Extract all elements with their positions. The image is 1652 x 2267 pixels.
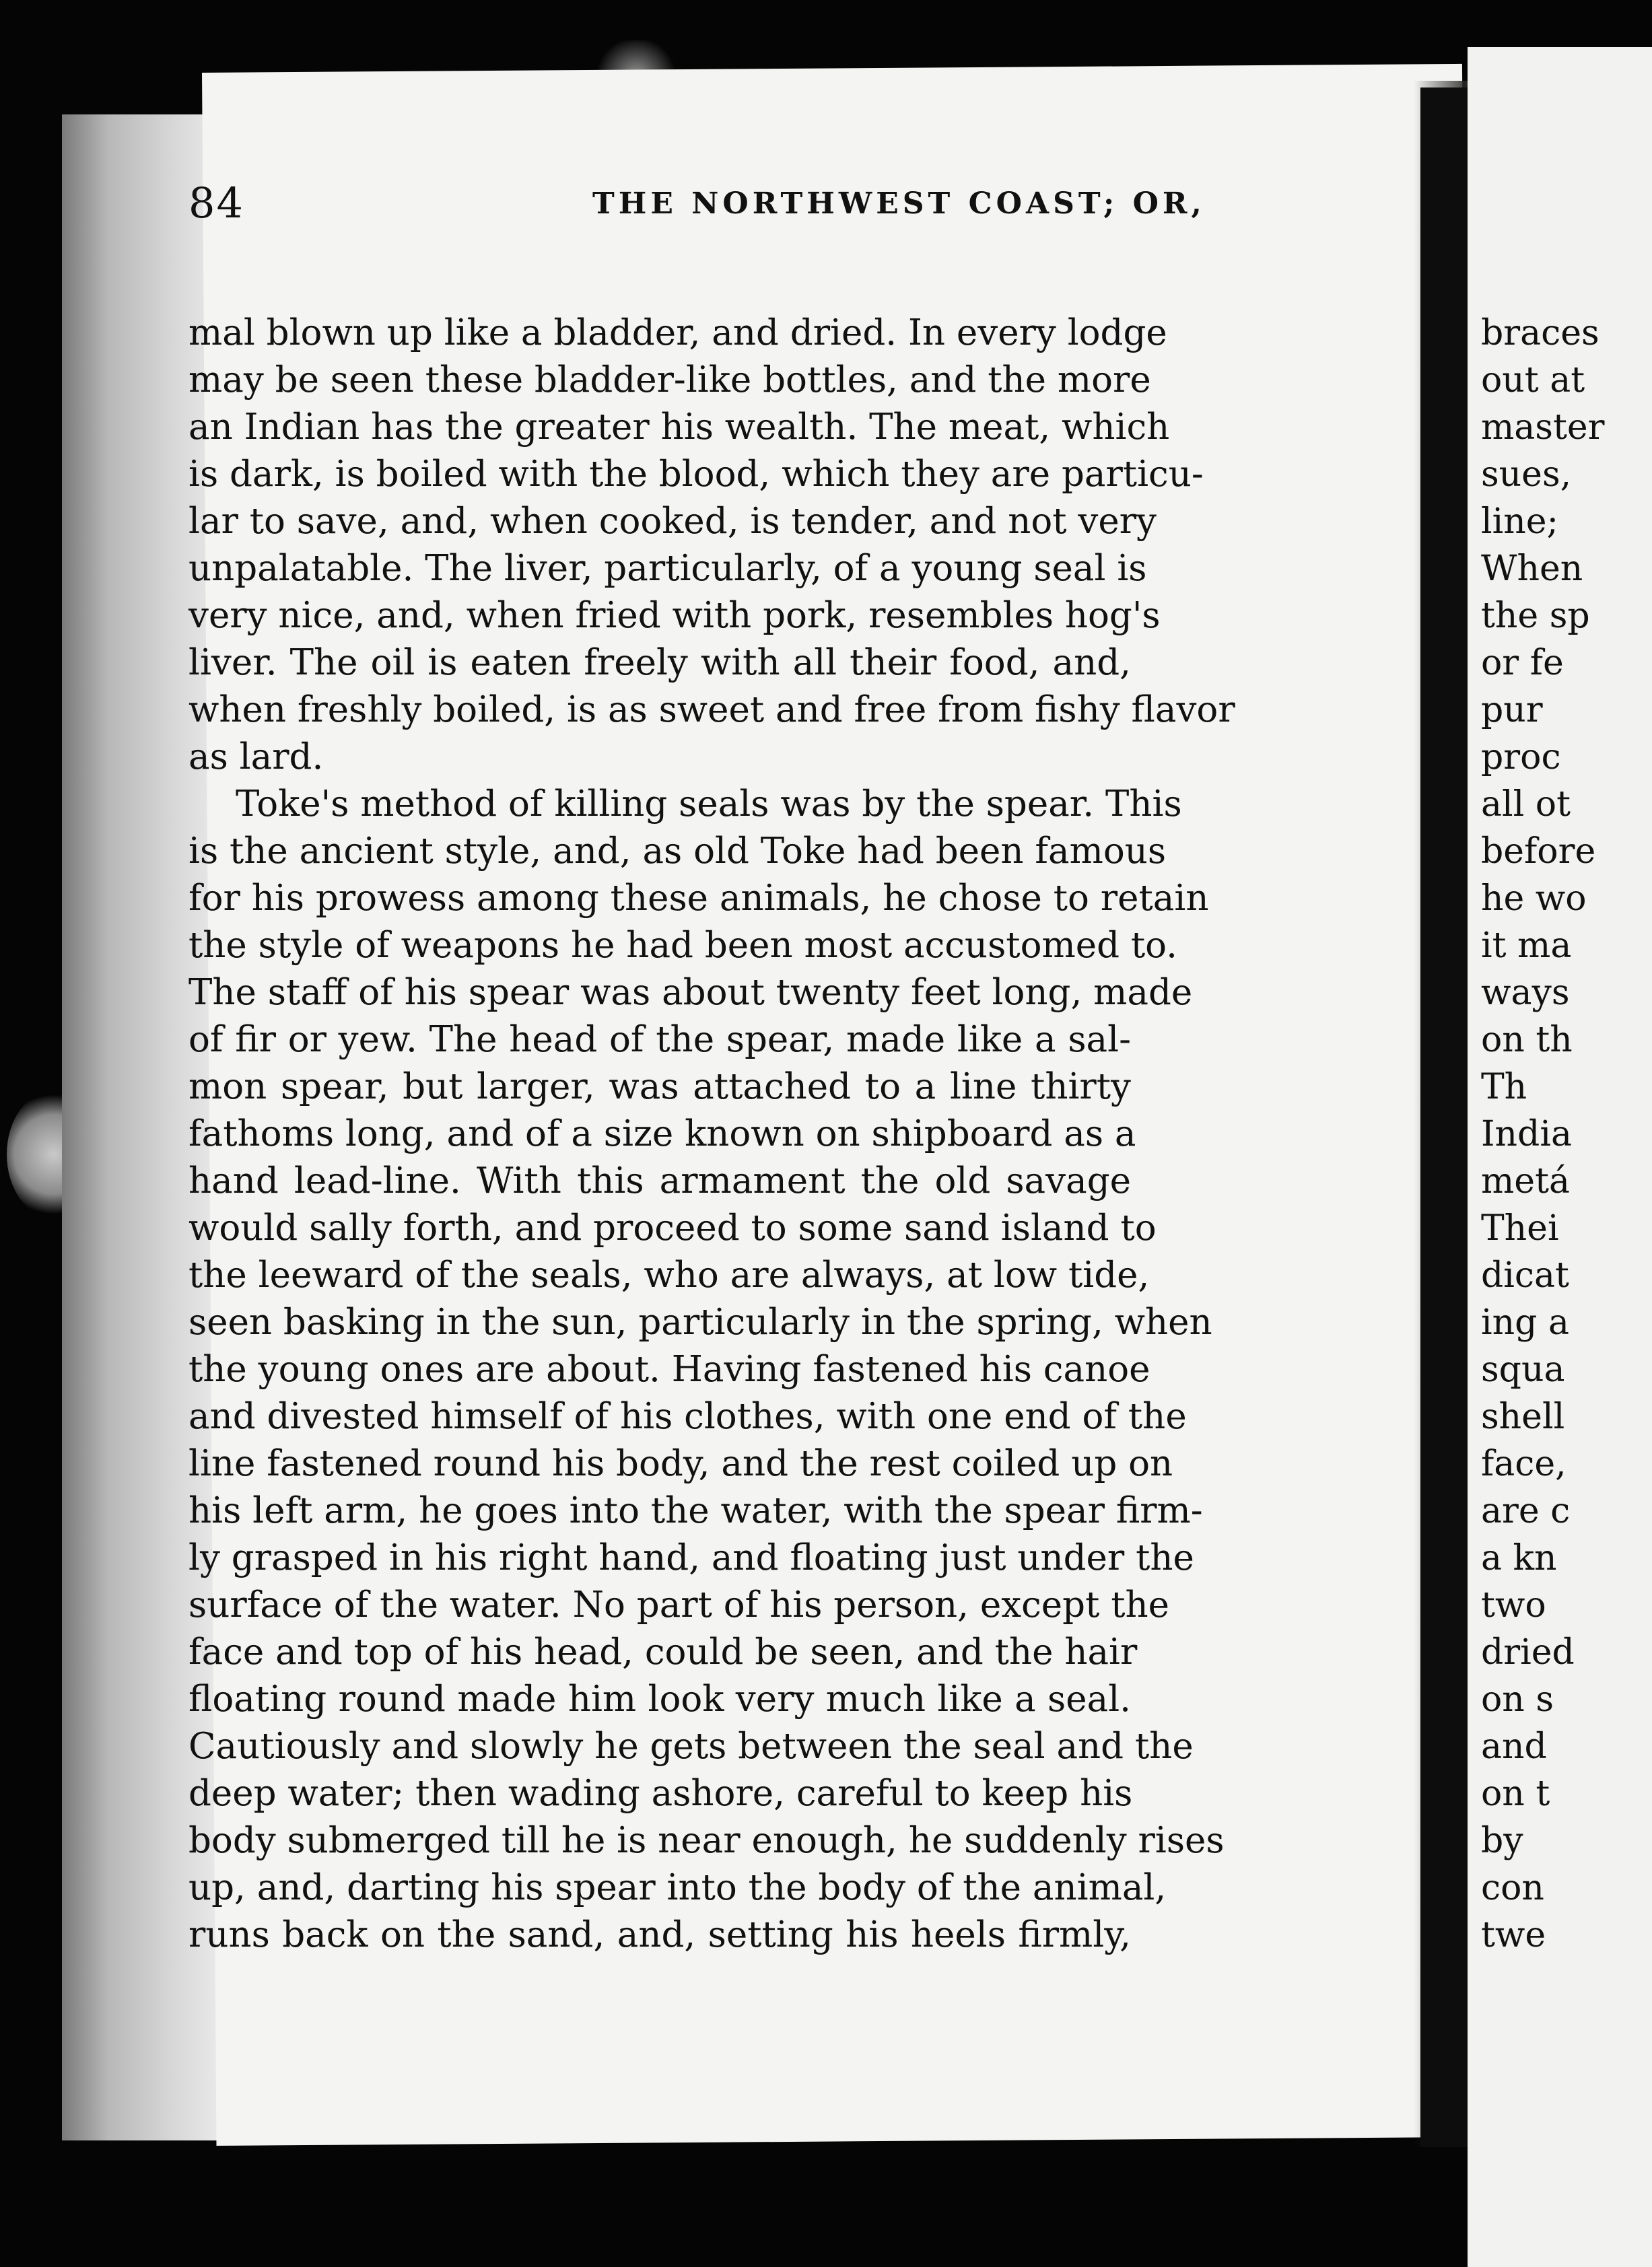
facing-fragment: on t	[1481, 1774, 1550, 1814]
facing-fragment: and	[1481, 1727, 1547, 1767]
facing-fragment: by	[1481, 1821, 1523, 1861]
facing-fragment: out at	[1481, 360, 1585, 400]
facing-fragment: pur	[1481, 690, 1543, 730]
facing-fragment: squa	[1481, 1350, 1565, 1390]
facing-fragment: master	[1481, 407, 1605, 448]
running-title: THE NORTHWEST COAST; OR,	[592, 186, 1206, 221]
facing-fragment: on th	[1481, 1020, 1573, 1060]
text-line: runs back on the sand, and, setting his heels firmly,	[188, 1914, 1131, 1955]
facing-fragment: all ot	[1481, 784, 1571, 825]
text-line: body submerged till he is near enough, he suddenly rises	[188, 1820, 1225, 1861]
facing-fragment: line;	[1481, 501, 1559, 542]
text-line: unpalatable. The liver, particularly, of a young seal is	[188, 548, 1147, 589]
text-line: the leeward of the seals, who are always, at low tide,	[188, 1255, 1150, 1296]
text-line: is the ancient style, and, as old Toke had been famous	[188, 831, 1167, 872]
text-line: Cautiously and slowly he gets between the seal and the	[188, 1726, 1194, 1767]
facing-fragment: shell	[1481, 1397, 1565, 1437]
body-text	[188, 310, 1235, 1959]
text-line: and divested himself of his clothes, with one end of the	[188, 1396, 1187, 1437]
text-line: up, and, darting his spear into the body of the animal,	[188, 1867, 1167, 1908]
facing-fragment: he wo	[1481, 878, 1587, 919]
text-line: for his prowess among these animals, he chose to retain	[188, 878, 1209, 919]
facing-fragment: the sp	[1481, 596, 1590, 636]
text-line: of fir or yew. The head of the spear, made like a sal-	[188, 1019, 1131, 1060]
facing-fragment: two	[1481, 1585, 1546, 1626]
facing-fragment: proc	[1481, 737, 1561, 777]
text-line: Toke's method of killing seals was by the spear. This	[236, 783, 1182, 825]
facing-fragment: it ma	[1481, 926, 1572, 966]
text-line: his left arm, he goes into the water, with the spear firm-	[188, 1490, 1203, 1531]
facing-fragment: on s	[1481, 1679, 1554, 1720]
text-line: would sally forth, and proceed to some sand island to	[188, 1208, 1157, 1249]
facing-fragment: India	[1481, 1114, 1572, 1154]
text-line: may be seen these bladder-like bottles, and the more	[188, 359, 1151, 400]
text-line: lar to save, and, when cooked, is tender, and not very	[188, 501, 1157, 542]
text-line: line fastened round his body, and the rest coiled up on	[188, 1443, 1173, 1484]
book-spine	[1420, 88, 1468, 2147]
facing-fragment: metá	[1481, 1161, 1570, 1201]
text-line: seen basking in the sun, particularly in the spring, when	[188, 1302, 1212, 1343]
facing-fragment: When	[1481, 549, 1583, 589]
text-line: hand lead-line. With this armament the old savage	[188, 1160, 1131, 1201]
facing-fragment: face,	[1481, 1444, 1567, 1484]
facing-fragment: con	[1481, 1868, 1544, 1908]
text-line: mal blown up like a bladder, and dried. In every lodge	[188, 312, 1167, 353]
text-line: when freshly boiled, is as sweet and free from fishy flavor	[188, 689, 1235, 730]
facing-fragment: Thei	[1481, 1208, 1559, 1249]
facing-fragment: a kn	[1481, 1538, 1557, 1578]
text-line: the young ones are about. Having fastened his canoe	[188, 1349, 1150, 1390]
facing-fragment: dicat	[1481, 1255, 1569, 1296]
text-line: the style of weapons he had been most accustomed to.	[188, 925, 1177, 966]
page-number: 84	[188, 178, 244, 228]
text-line: an Indian has the greater his wealth. The meat, which	[188, 407, 1170, 448]
facing-fragment: are c	[1481, 1491, 1571, 1531]
text-line: as lard.	[188, 736, 324, 777]
text-line: is dark, is boiled with the blood, which they are particu-	[188, 454, 1204, 495]
text-line: floating round made him look very much like a seal.	[188, 1679, 1131, 1720]
facing-fragment: ways	[1481, 973, 1570, 1013]
text-line: face and top of his head, could be seen, and the hair	[188, 1632, 1138, 1673]
facing-fragment: twe	[1481, 1915, 1546, 1955]
text-line: ly grasped in his right hand, and floating just under the	[188, 1537, 1194, 1578]
facing-fragment: Th	[1481, 1067, 1527, 1107]
facing-fragment: or fe	[1481, 643, 1564, 683]
text-line: surface of the water. No part of his person, except the	[188, 1584, 1170, 1626]
text-line: liver. The oil is eaten freely with all their food, and,	[188, 642, 1131, 683]
facing-fragment: ing a	[1481, 1302, 1569, 1343]
facing-fragment: before	[1481, 831, 1596, 872]
facing-fragment: sues,	[1481, 454, 1572, 495]
text-line: very nice, and, when fried with pork, resembles hog's	[188, 595, 1161, 636]
facing-fragment: dried	[1481, 1632, 1575, 1673]
text-line: The staff of his spear was about twenty feet long, made	[188, 972, 1193, 1013]
text-line: deep water; then wading ashore, careful to keep his	[188, 1773, 1133, 1814]
facing-page-text	[1481, 310, 1649, 1959]
facing-fragment: braces	[1481, 313, 1599, 353]
text-line: mon spear, but larger, was attached to a line thirty	[188, 1066, 1131, 1107]
text-line: fathoms long, and of a size known on shipboard as a	[188, 1113, 1136, 1154]
page-header	[188, 178, 1239, 246]
